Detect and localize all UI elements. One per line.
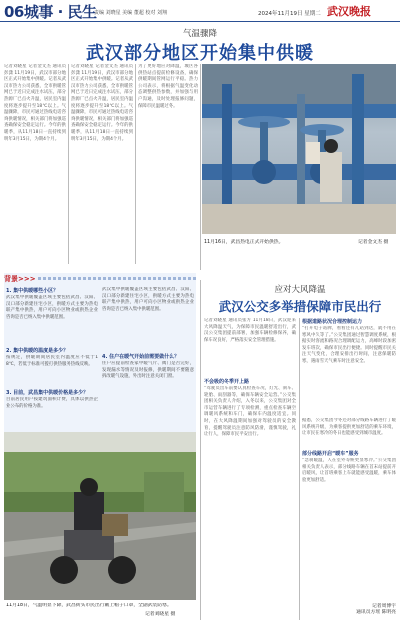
column-divider xyxy=(299,318,300,620)
story1-body-col2: 记者刘晓星 记者金文杰 通讯员彭潇 11月19日，武汉市部分地区正式开始集中供暖。记者从武汉市热力公司获悉，全市供暖管网已于近日完成注水试压，部分热源厂已点火升温，居民室内温度将逐步提升至18℃以上。气温骤降，市民可通过热线电话咨询供暖情况，相关部门将加强巡查确保安全稳定运行。今年的供暖季，从11月18日一直持续到明年3月15日，为期4个月。 xyxy=(71,64,133,142)
qa-answer-2: 按规定，供暖期间居民室内温度应不低于18℃，若低于标准可拨打供热服务热线反映。 xyxy=(6,355,98,367)
story1-body-col3: 为了更好地应对降温，城区各供热站点提前检修设备，确保供暖期间管网运行平稳。热力公司表示，将根据气温变化动态调整供热参数，并加强与用户沟通，及时处理报修问题，保障市民温暖过冬。 xyxy=(138,64,198,109)
street-photo-illustration xyxy=(4,432,196,600)
qa-answer-3-cont: 武汉集中供暖覆盖区域主要包括武昌、汉阳、汉口部分新建住宅小区，供暖方式主要为热电联产集中供热，用户可向小区物业或供热企业咨询是否已纳入集中供暖范围。 xyxy=(102,287,194,312)
story2-subhead-1: 不会吸的冬季开上路 xyxy=(204,379,250,385)
editors-line: 责编 刘晓星 美编 董超 校对 刘翔 xyxy=(94,10,167,16)
story2-subhead-2: 根据道路状况合理控制运力 xyxy=(302,319,363,325)
qa-question-4: 4. 住户在暖气开始前需要做什么？ xyxy=(102,354,180,360)
story2-headline: 武汉公交多举措保障市民出行 xyxy=(218,299,382,314)
story2-subhead-3: 部分线路开启“暖车”服务 xyxy=(302,451,359,457)
story2-reporter: 记者周博宇 通讯员方瑶 陈明亮 xyxy=(356,604,396,615)
story2-body-left: “驾驶员出车前要认真检查车况，灯光、刹车、轮胎、雨刮器等，确保车辆安全运营。”公交集团相关负责人介绍，入冬以来，公交集团对全市运营车辆进行了专项检测，重点检查车辆空调暖风系统和车门，确保车内温度适宜。同时，在大风降温期间加强对驾驶员的安全教育，提醒驾驶员注意防风防滑，谨慎驾驶，礼让行人，保障市民平安出行。 xyxy=(204,386,296,438)
story1-body-col1: 记者刘晓星 记者金文杰 通讯员彭潇 11月19日，武汉市部分地区正式开始集中供暖。记者从武汉市热力公司获悉，全市供暖管网已于近日完成注水试压，部分热源厂已点火升温，居民室内温度将逐步提升至18℃以上。气温骤降，市民可通过热线电话咨询供暖情况，相关部门将加强巡查确保安全稳定运行。今年的供暖季，从11月18日一直持续到明年3月15日，为期4个月。 xyxy=(4,64,66,142)
qa-answer-3: 目前居民用户按建筑面积计费，具体以供热企业公布的价格为准。 xyxy=(6,397,98,409)
story1-photo xyxy=(202,64,396,234)
issue-date: 2024年11月19日 星期二 xyxy=(258,11,321,17)
story1-photo-credit: 记者金文杰 摄 xyxy=(358,240,389,245)
sidebar-photo xyxy=(4,432,196,600)
page-header xyxy=(0,0,400,22)
qa-question-3: 3. 目前，武昌集中供暖价格是多少？ xyxy=(6,390,89,396)
sidebar-photo-credit: 记者刘晓星 摄 xyxy=(145,612,176,617)
story2-body-right-2: 据悉，公交集团今冬还对部分线路车辆进行了暖风系统升级，为乘客提供更加舒适的乘车环境，让市民在寒冷的冬日也能感受到城市温度。 xyxy=(302,418,396,437)
story2-body-right-3: “急刹暖温，人在室外等候更显寒冷。”公交集团相关负责人表示，部分线路车辆在首末站提前开启暖风，让首班乘客上车就能感受温暖，乘车体验更加舒适。 xyxy=(302,458,396,483)
qa-question-2: 2. 集中供暖的温度是多少？ xyxy=(6,348,69,354)
qa-answer-4: 住户应提前检查家中暖气片、阀门是否完好，发现漏水等情况及时报修，供暖期间不要随意拆改暖气设施，外出时注意关闭门窗。 xyxy=(102,361,194,380)
story1-headline: 武汉部分地区开始集中供暖 xyxy=(86,43,314,64)
tag-dotted-rule xyxy=(38,277,196,280)
story2-kicker: 应对大风降温 xyxy=(274,285,326,295)
column-divider xyxy=(200,64,201,270)
sidebar-photo-caption: 11月18日，气温明显下降，武昌街头市民出行戴上帽子口罩，全副武装防寒。 xyxy=(6,603,172,608)
column-divider xyxy=(68,64,69,264)
column-divider xyxy=(135,64,136,264)
story2-lede: 记者刘晓星 通讯员张方 11月18日，武汉迎来大风降温天气，为保障市民温暖舒适出行，武汉公交集团提前部署，加强车辆检修保养，确保车况良好，严格落实安全管理措施。 xyxy=(204,318,296,343)
valves-photo-illustration xyxy=(202,64,396,234)
newspaper-logo: 武汉晚报 xyxy=(327,5,371,18)
story1-kicker: 气温骤降 xyxy=(182,29,217,39)
column-divider xyxy=(200,280,201,620)
qa-answer-1: 武汉集中供暖覆盖区域主要包括武昌、汉阳、汉口部分新建住宅小区，供暖方式主要为热电联产集中供热，用户可向小区物业或供热企业咨询是否已纳入集中供暖范围。 xyxy=(6,295,98,320)
background-tag: 背景>>> xyxy=(4,275,36,283)
story2-body-right-1: “打开电子站牌，看看还有几站到达，就不用在寒风中久等了。”公交集团通过智慧调度系统，根据实时客流和路况合理调配运力，高峰时段加密发车班次，确保市民出行便捷。同时提醒市民关注天气变化，合理安排出行时间，注意保暖防寒，遇雨雪天气乘车时注意安全。 xyxy=(302,326,396,364)
section-title: 06城事 · 民生 xyxy=(4,3,97,21)
story1-photo-caption: 11月16日，武昌热电正式开始供热。 xyxy=(204,240,284,245)
qa-question-1: 1. 集中供暖哪些小区？ xyxy=(6,288,59,294)
